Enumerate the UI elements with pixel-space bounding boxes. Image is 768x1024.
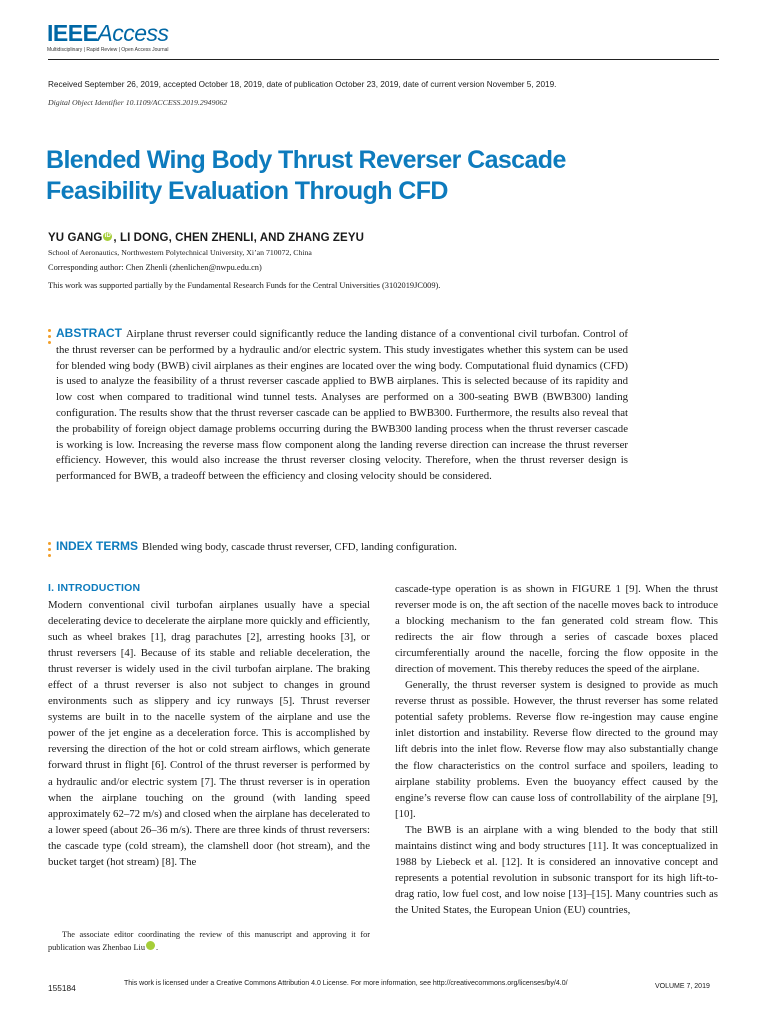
header-divider: [48, 59, 719, 60]
author-list: [48, 232, 364, 244]
index-terms: [56, 539, 656, 556]
article-title: Blended Wing Body Thrust Reverser Cascade Feasibility Evaluation Through CFD: [46, 146, 566, 205]
section-dots-icon: [48, 329, 51, 347]
section-heading-introduction: I. INTRODUCTION: [48, 582, 141, 594]
abstract: [56, 326, 628, 485]
received-dates: Received September 26, 2019, accepted October 18, 2019, date of publication October 23, 2019, date of current version November 5, 2019.: [48, 80, 557, 89]
orcid-icon[interactable]: iD: [146, 941, 155, 950]
right-column: [395, 581, 718, 918]
body-paragraph: The BWB is an airplane with a wing blended to the body that still maintains distinct wing and body structures [11]. It was conceptualized in 1988 by Liebeck et al. [12]. It is considered an innovative concept and represents a potential revolution in subsonic transport for its high lift-to-drag ratio, low fuel cost, and low noise [13]–[15]. Many countries such as the United States, the European Union (EU) countries,: [395, 823, 718, 916]
orcid-icon[interactable]: iD: [104, 233, 111, 239]
index-terms-text: Blended wing body, cascade thrust reverser, CFD, landing configuration.: [142, 541, 457, 553]
page-number: 155184: [48, 983, 76, 993]
doi: Digital Object Identifier 10.1109/ACCESS.2019.2949062: [48, 98, 228, 107]
license-notice[interactable]: This work is licensed under a Creative Commons Attribution 4.0 License. For more information, see http://creativecommons.org/licenses/by/4.0/: [124, 980, 568, 987]
journal-logo: [47, 20, 169, 46]
logo-ieee: IEEE: [47, 20, 98, 46]
corresponding-author: Corresponding author: Chen Zhenli (zhenlichen@nwpu.edu.cn): [48, 263, 262, 272]
logo-access: Access: [97, 20, 169, 46]
footnote-end: .: [156, 943, 159, 952]
section-dots-icon: [48, 542, 51, 560]
body-paragraph: Modern conventional civil turbofan airplanes usually have a special decelerating device to decelerate the airplane more quickly and efficiently, such as wheel brakes [1], drag parachutes [2], arresting hooks [3], or thrust reversers [4]. Because of its stable and reliable deceleration, the thrust reverser is widely used in the civil turbofan airplane. The braking effect of a thrust reverser is also not subject to changes in ground environments such as slippery and icy runways [5]. Thrust reverser systems are built in to the nacelle system of the airplane and use the power of the jet engine as a deceleration force. This is accomplished by reversing the direction of the hot or cold stream airflows, which generate forward thrust in flight [6]. Control of the thrust reverser is performed by a hydraulic and/or electric system [7]. The thrust reverser is in operation when the airplane touching on the ground (with landing speed approximately 62–72 m/s) and closed when the airplane has decelerated to a lower speed (about 26–36 m/s). There are three kinds of thrust reversers: the cascade type (cold stream), the clamshell door (hot stream), and the bucket target (hot stream) [8]. The: [48, 599, 370, 868]
abstract-heading: ABSTRACT: [56, 326, 122, 340]
authors-rest: , LI DONG, CHEN ZHENLI, AND ZHANG ZEYU: [113, 232, 364, 244]
body-paragraph: Generally, the thrust reverser system is designed to provide as much reverse thrust as possible. However, the thrust reverser has some related potential safety problems. Reverse flow re-ingestion may cause engine inlet distortion and instability. Reverse flow directed to the ground may lift debris into the inlet flow. Reverse flow may also substantially change the flow characteristics on the control surface and spoilers, leading to airplane stability problems. Even the buoyancy effect caused by the engine’s reverse flow can cause loss of controllability of the airplane [9], [10].: [395, 679, 718, 820]
affiliation: School of Aeronautics, Northwestern Polytechnical University, Xi’an 710072, China: [48, 248, 312, 257]
abstract-text: Airplane thrust reverser could significantly reduce the landing distance of a conventional civil turbofan. Control of the thrust reverser can be performed by a hydraulic and/or electric system. This study investigates whether this system can be used for blended wing body (BWB) civil airplanes as their engines are located over the wing body. Computational fluid dynamics (CFD) is used to analyze the feasibility of a thrust reverser cascade applied to BWB airplanes. This is selected because of its rapidity and low cost when compared to traditional wind tunnel tests. Analyses are performed on a 300-seating BWB (BWB300) landing configuration. The results show that the thrust reverser cascade can be applied to BWB300. Furthermore, the results also reveal that the probability of foreign object damage problems occurring during the BWB300 landing process when the thrust reverser cascade is working is low. Increasing the reverse mass flow component along the landing reverse direction can increase the thrust reverser efficiency. However, this would also increase the thrust reverser closing velocity. Therefore, when the thrust reverser design is performanced for BWB, a tradeoff between the efficiency and closing velocity should be considered.: [56, 328, 628, 483]
funding-statement: This work was supported partially by the Fundamental Research Funds for the Central Universities (3102019JC009).: [48, 281, 441, 290]
footnote-text: The associate editor coordinating the review of this manuscript and approving it for publication was Zhenbao Liu: [48, 930, 370, 952]
logo-tagline: Multidisciplinary | Rapid Review | Open Access Journal: [47, 47, 169, 53]
body-paragraph: cascade-type operation is as shown in FIGURE 1 [9]. When the thrust reverser mode is on, the aft section of the nacelle moves back to introduce a blocking mechanism to the fan generated cold stream flow. This redirects the air flow through a series of cascade boxes placed circumferentially around the nacelle, forcing the flow opposite in the direction of movement. This thereby reduces the speed of the airplane.: [395, 583, 718, 676]
left-column: [48, 597, 370, 870]
author-first: YU GANG: [48, 232, 103, 244]
volume-label: VOLUME 7, 2019: [655, 983, 710, 990]
index-terms-heading: INDEX TERMS: [56, 539, 139, 553]
editor-footnote: [48, 928, 370, 954]
